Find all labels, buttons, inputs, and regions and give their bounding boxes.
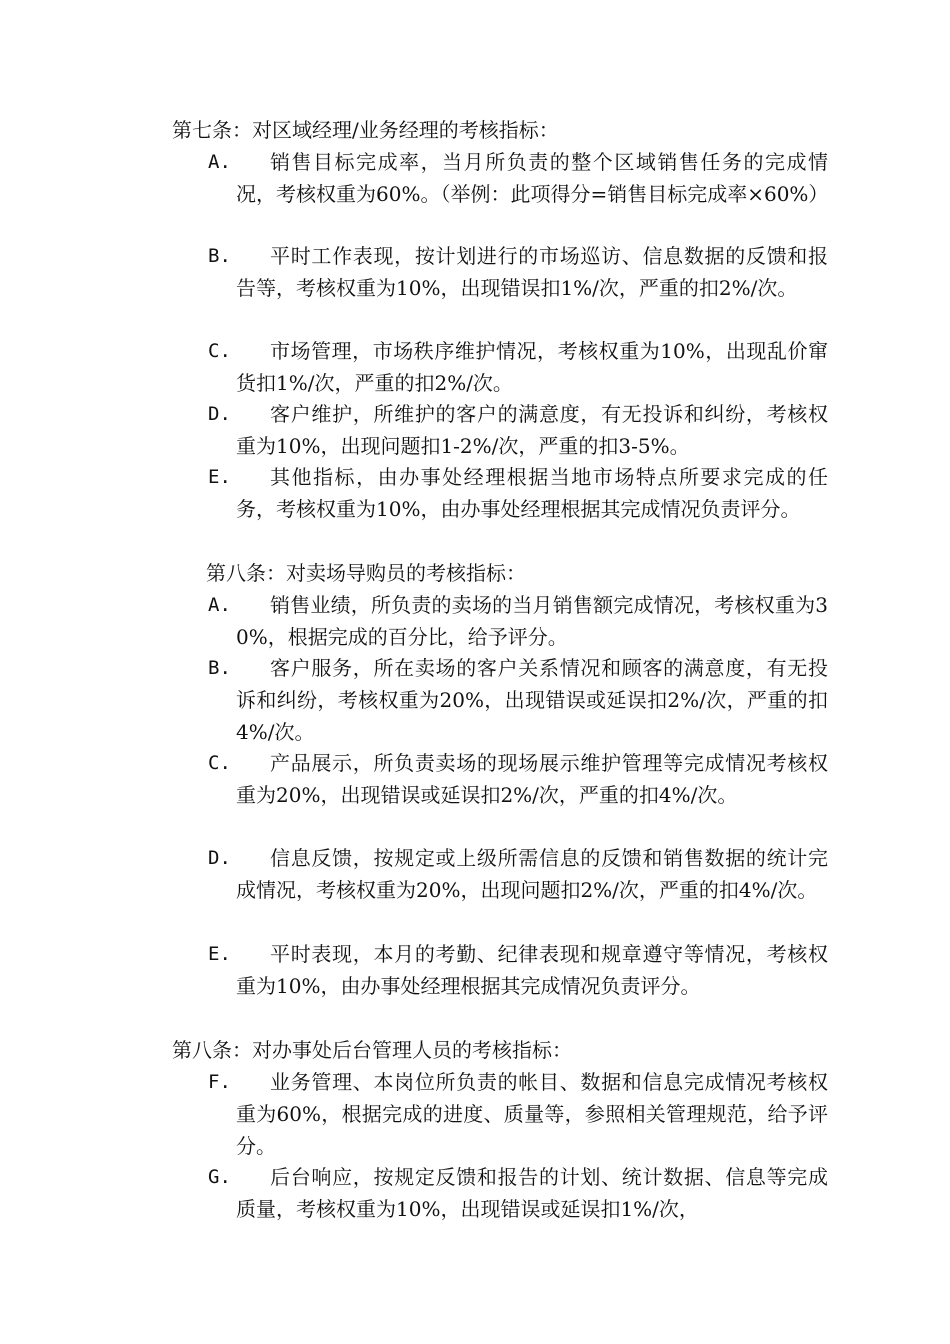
article-8-item-d <box>208 842 828 906</box>
item-letter: F. <box>208 1071 231 1093</box>
article-7-item-d <box>208 398 828 462</box>
article-7-item-b <box>208 240 828 304</box>
article-7-item-a <box>208 146 828 210</box>
article-7-heading: 第七条：对区域经理/业务经理的考核指标： <box>172 118 559 142</box>
article-8-item-f <box>208 1066 828 1162</box>
article-8-item-b <box>208 652 828 748</box>
article-7-item-e <box>208 461 828 525</box>
item-letter: E. <box>208 466 231 488</box>
item-letter: A. <box>208 151 231 173</box>
article-8-item-c <box>208 747 828 811</box>
item-letter: B. <box>208 245 231 267</box>
article-7-item-c <box>208 335 828 399</box>
item-text: 信息反馈，按规定或上级所需信息的反馈和销售数据的统计完成情况，考核权重为20%，出现问题扣2%/次，严重的扣4%/次。 <box>236 846 828 902</box>
item-text: 客户维护，所维护的客户的满意度，有无投诉和纠纷，考核权重为10%，出现问题扣1-2%/次，严重的扣3-5%。 <box>236 402 828 458</box>
item-letter: E. <box>208 943 231 965</box>
item-text: 后台响应，按规定反馈和报告的计划、统计数据、信息等完成质量，考核权重为10%，出现错误或延误扣1%/次， <box>236 1165 828 1221</box>
article-8-item-e <box>208 938 828 1002</box>
item-text: 市场管理，市场秩序维护情况，考核权重为10%，出现乱价窜货扣1%/次，严重的扣2%/次。 <box>236 339 828 395</box>
item-letter: B. <box>208 657 231 679</box>
item-letter: C. <box>208 752 231 774</box>
item-letter: D. <box>208 403 231 425</box>
item-letter: A. <box>208 594 231 616</box>
article-8-backoffice-heading: 第八条：对办事处后台管理人员的考核指标： <box>172 1038 572 1062</box>
item-text: 客户服务，所在卖场的客户关系情况和顾客的满意度，有无投诉和纠纷，考核权重为20%，出现错误或延误扣2%/次，严重的扣4%/次。 <box>236 656 828 744</box>
item-text: 其他指标，由办事处经理根据当地市场特点所要求完成的任务，考核权重为10%，由办事处经理根据其完成情况负责评分。 <box>236 465 828 521</box>
article-8-item-g <box>208 1161 828 1225</box>
item-text: 业务管理、本岗位所负责的帐目、数据和信息完成情况考核权重为60%，根据完成的进度、质量等，参照相关管理规范，给予评分。 <box>236 1070 828 1158</box>
item-text: 销售业绩，所负责的卖场的当月销售额完成情况，考核权重为30%，根据完成的百分比，给予评分。 <box>236 593 828 649</box>
item-letter: G. <box>208 1166 231 1188</box>
item-text: 产品展示，所负责卖场的现场展示维护管理等完成情况考核权重为20%，出现错误或延误扣2%/次，严重的扣4%/次。 <box>236 751 828 807</box>
item-letter: C. <box>208 340 231 362</box>
item-text: 销售目标完成率，当月所负责的整个区域销售任务的完成情况，考核权重为60%。（举例：此项得分=销售目标完成率×60%） <box>236 150 829 206</box>
item-letter: D. <box>208 847 231 869</box>
article-8-salesperson-heading: 第八条：对卖场导购员的考核指标： <box>206 561 526 585</box>
item-text: 平时工作表现，按计划进行的市场巡访、信息数据的反馈和报告等，考核权重为10%，出现错误扣1%/次，严重的扣2%/次。 <box>236 244 828 300</box>
article-8-item-a <box>208 589 828 653</box>
item-text: 平时表现，本月的考勤、纪律表现和规章遵守等情况，考核权重为10%，由办事处经理根据其完成情况负责评分。 <box>236 942 828 998</box>
